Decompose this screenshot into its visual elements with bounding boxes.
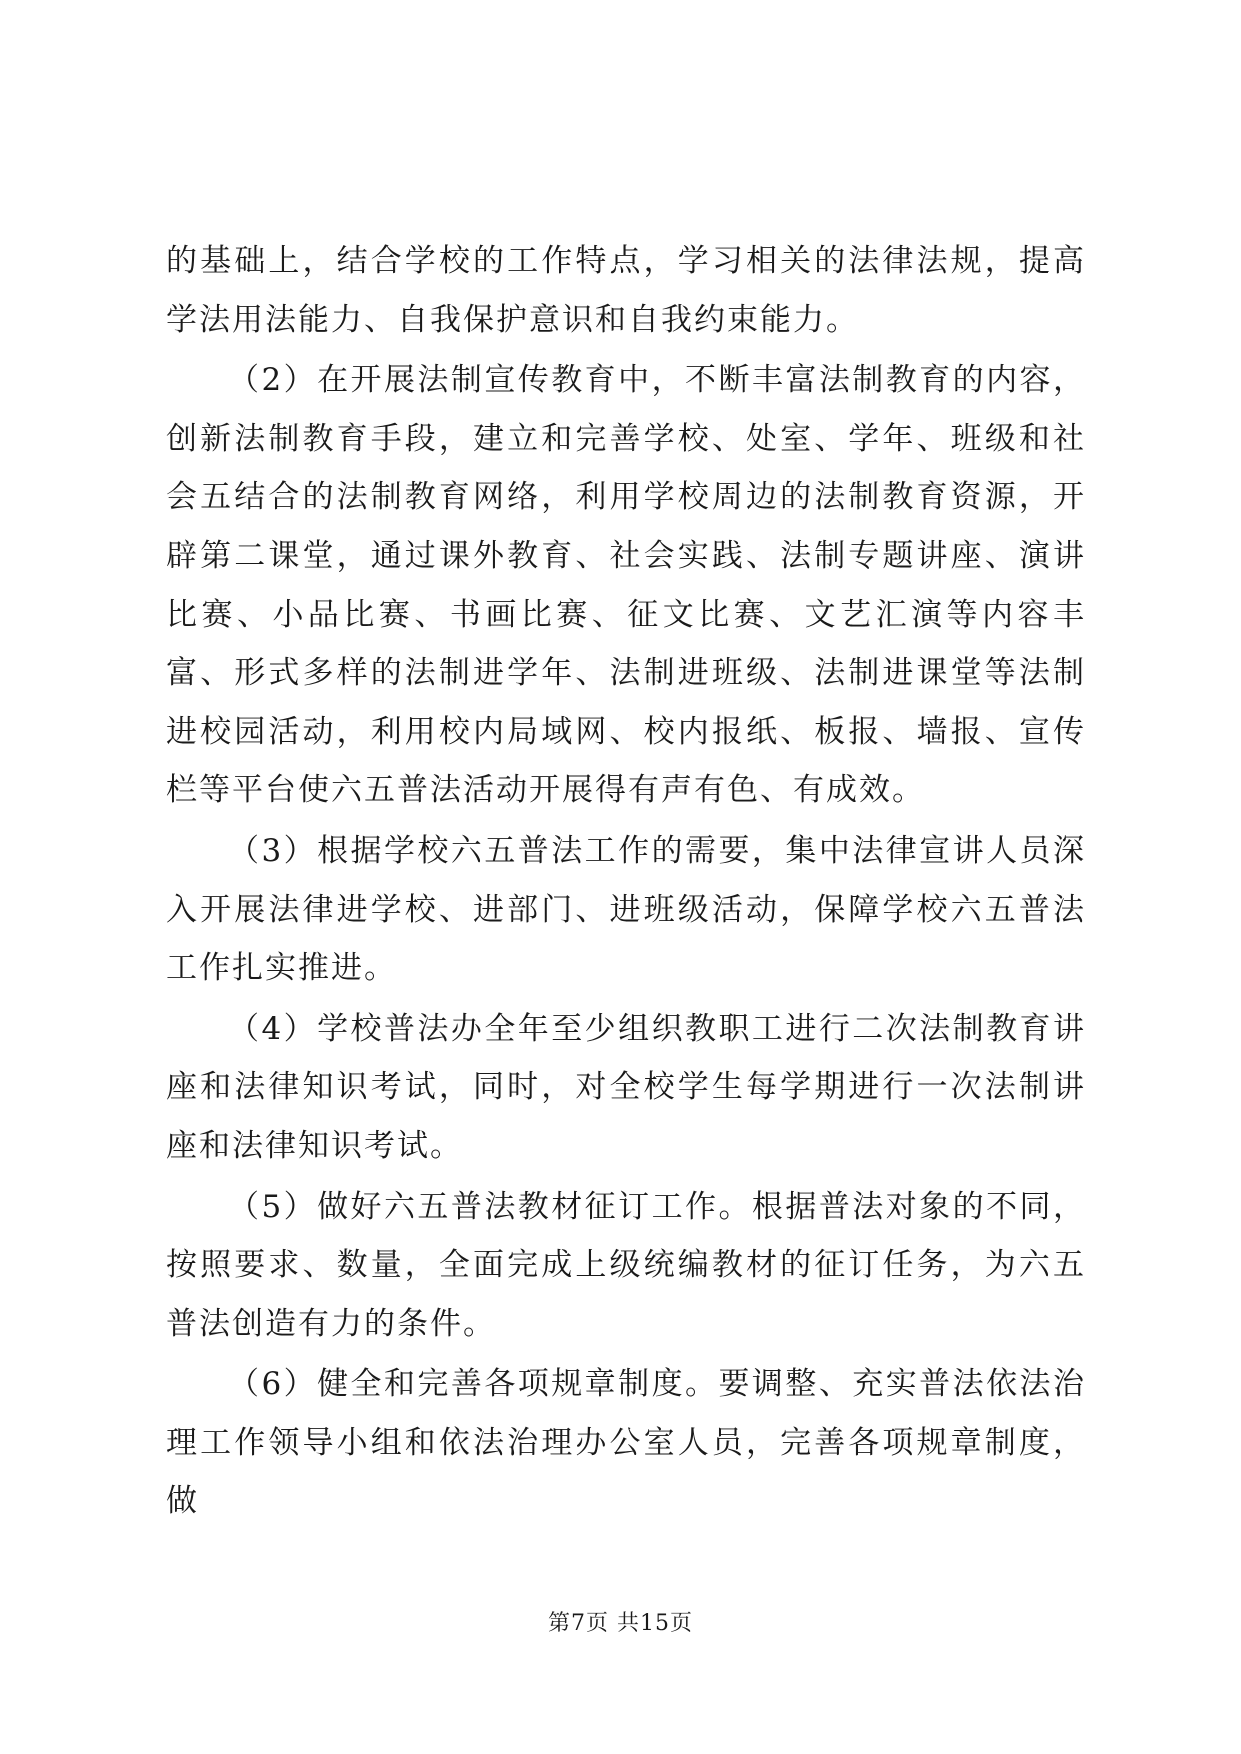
page-number-footer: 第7页 共15页 — [548, 1611, 693, 1636]
paragraph-item-6: （6）健全和完善各项规章制度。要调整、充实普法依法治理工作领导小组和依法治理办公室人员，完善各项规章制度，做 — [166, 1366, 1086, 1520]
paragraph-item-5: （5）做好六五普法教材征订工作。根据普法对象的不同，按照要求、数量，全面完成上级统编教材的征订任务，为六五普法创造有力的条件。 — [166, 1188, 1086, 1342]
paragraph-item-3: （3）根据学校六五普法工作的需要，集中法律宣讲人员深入开展法律进学校、进部门、进班级活动，保障学校六五普法工作扎实推进。 — [166, 832, 1086, 987]
paragraph-item-2: （2）在开展法制宣传教育中，不断丰富法制教育的内容，创新法制教育手段，建立和完善学校、处室、学年、班级和社会五结合的法制教育网络，利用学校周边的法制教育资源，开辟第二课堂，通过课外教育、社会实践、法制专题讲座、演讲比赛、小品比赛、书画比赛、征文比赛、文艺汇演等内容丰富、形式多样的法制进学年、法制进班级、法制进课堂等法制进校园活动，利用校内局域网、校内报纸、板报、墙报、宣传栏等平台使六五普法活动开展得有声有色、有成效。 — [166, 362, 1086, 809]
paragraph-item-4: （4）学校普法办全年至少组织教职工进行二次法制教育讲座和法律知识考试，同时，对全校学生每学期进行一次法制讲座和法律知识考试。 — [166, 1010, 1086, 1164]
paragraph-continuation: 的基础上，结合学校的工作特点，学习相关的法律法规，提高学法用法能力、自我保护意识和自我约束能力。 — [166, 243, 1086, 338]
document-body — [166, 232, 1086, 1531]
